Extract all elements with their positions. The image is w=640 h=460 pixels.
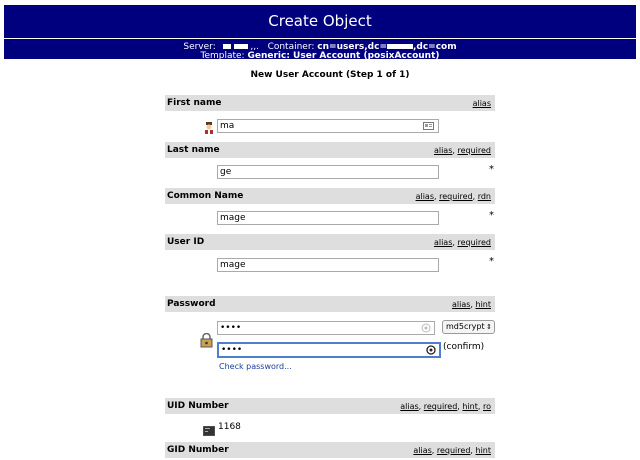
container-label: Container:	[267, 42, 315, 52]
required-marker: *	[489, 164, 494, 175]
required-link[interactable]: required	[439, 192, 473, 201]
required-link[interactable]: required	[457, 146, 491, 155]
template-label: Template:	[200, 51, 245, 61]
alias-link[interactable]: alias	[413, 446, 432, 455]
field-header-password	[165, 296, 495, 312]
check-password-link[interactable]: Check password...	[219, 362, 292, 371]
step-title: New User Account (Step 1 of 1)	[250, 70, 410, 80]
field-links	[473, 99, 491, 108]
reveal-password-icon[interactable]	[426, 345, 436, 359]
hash-select[interactable]	[442, 320, 495, 334]
required-link[interactable]: required	[436, 446, 471, 455]
user-id-input[interactable]: mage	[217, 258, 439, 272]
field-header-uid-number	[165, 398, 495, 414]
alias-link[interactable]: alias	[433, 146, 453, 155]
alias-link[interactable]: alias	[472, 99, 491, 108]
confirm-label: (confirm)	[443, 342, 485, 352]
ro-link[interactable]: ro	[482, 402, 491, 411]
field-label: Common Name	[167, 191, 244, 201]
reveal-password-icon[interactable]	[421, 323, 431, 337]
person-icon	[203, 119, 215, 131]
field-label: Password	[167, 299, 216, 309]
page-title: Create Object	[268, 12, 372, 30]
hint-link[interactable]: hint	[462, 402, 478, 411]
alias-link[interactable]: alias	[433, 238, 453, 247]
header-divider	[4, 38, 636, 39]
field-links: alias, required	[433, 146, 491, 155]
field-header-last-name	[165, 142, 495, 158]
password-confirm-value: ••••	[221, 345, 243, 355]
field-header-user-id	[165, 234, 495, 250]
redacted-block	[223, 44, 231, 49]
terminal-icon	[203, 421, 215, 431]
last-name-input[interactable]: ge	[217, 165, 439, 179]
required-marker: *	[489, 210, 494, 221]
contact-card-icon[interactable]	[423, 122, 434, 134]
server-label: Server:	[183, 42, 216, 52]
server-value: ,,.	[250, 42, 259, 52]
redacted-block	[234, 44, 248, 49]
field-label: User ID	[167, 237, 205, 247]
password-confirm-input[interactable]	[217, 342, 441, 358]
required-marker: *	[489, 256, 494, 267]
container-value-a: cn=users,dc=	[317, 42, 387, 52]
lock-icon	[199, 333, 214, 348]
first-name-input[interactable]	[217, 119, 439, 133]
field-label: First name	[167, 98, 222, 108]
alias-link[interactable]: alias	[400, 402, 419, 411]
hint-link[interactable]: hint	[475, 446, 491, 455]
header-template-line	[4, 51, 636, 61]
password-input[interactable]	[217, 321, 435, 335]
hint-link[interactable]: hint	[475, 300, 491, 309]
alias-link[interactable]: alias	[451, 300, 471, 309]
redacted-block	[387, 44, 413, 49]
field-header-first-name	[165, 95, 495, 111]
field-links: alias, required, rdn	[415, 192, 491, 201]
field-header-common-name	[165, 188, 495, 204]
field-header-gid-number	[165, 442, 495, 458]
field-links: alias, required	[433, 238, 491, 247]
container-value-b: ,dc=com	[412, 42, 457, 52]
uid-number-value: 1168	[218, 422, 241, 432]
field-links: alias, required, hint	[413, 446, 491, 455]
hash-select-value: md5crypt	[446, 322, 485, 331]
field-links: alias, required, hint, ro	[400, 402, 491, 411]
field-links: alias, hint	[451, 300, 491, 309]
template-value: Generic: User Account (posixAccount)	[247, 51, 440, 61]
field-label: GID Number	[167, 445, 229, 455]
field-label: UID Number	[167, 401, 229, 411]
common-name-input[interactable]: mage	[217, 211, 439, 225]
first-name-value: ma	[220, 121, 235, 131]
required-link[interactable]: required	[457, 238, 491, 247]
chevron-updown-icon: ⇕	[486, 323, 492, 331]
page-header	[4, 5, 636, 59]
rdn-link[interactable]: rdn	[477, 192, 491, 201]
alias-link[interactable]: alias	[415, 192, 434, 201]
required-link[interactable]: required	[423, 402, 458, 411]
password-value: ••••	[220, 323, 242, 333]
field-label: Last name	[167, 145, 220, 155]
